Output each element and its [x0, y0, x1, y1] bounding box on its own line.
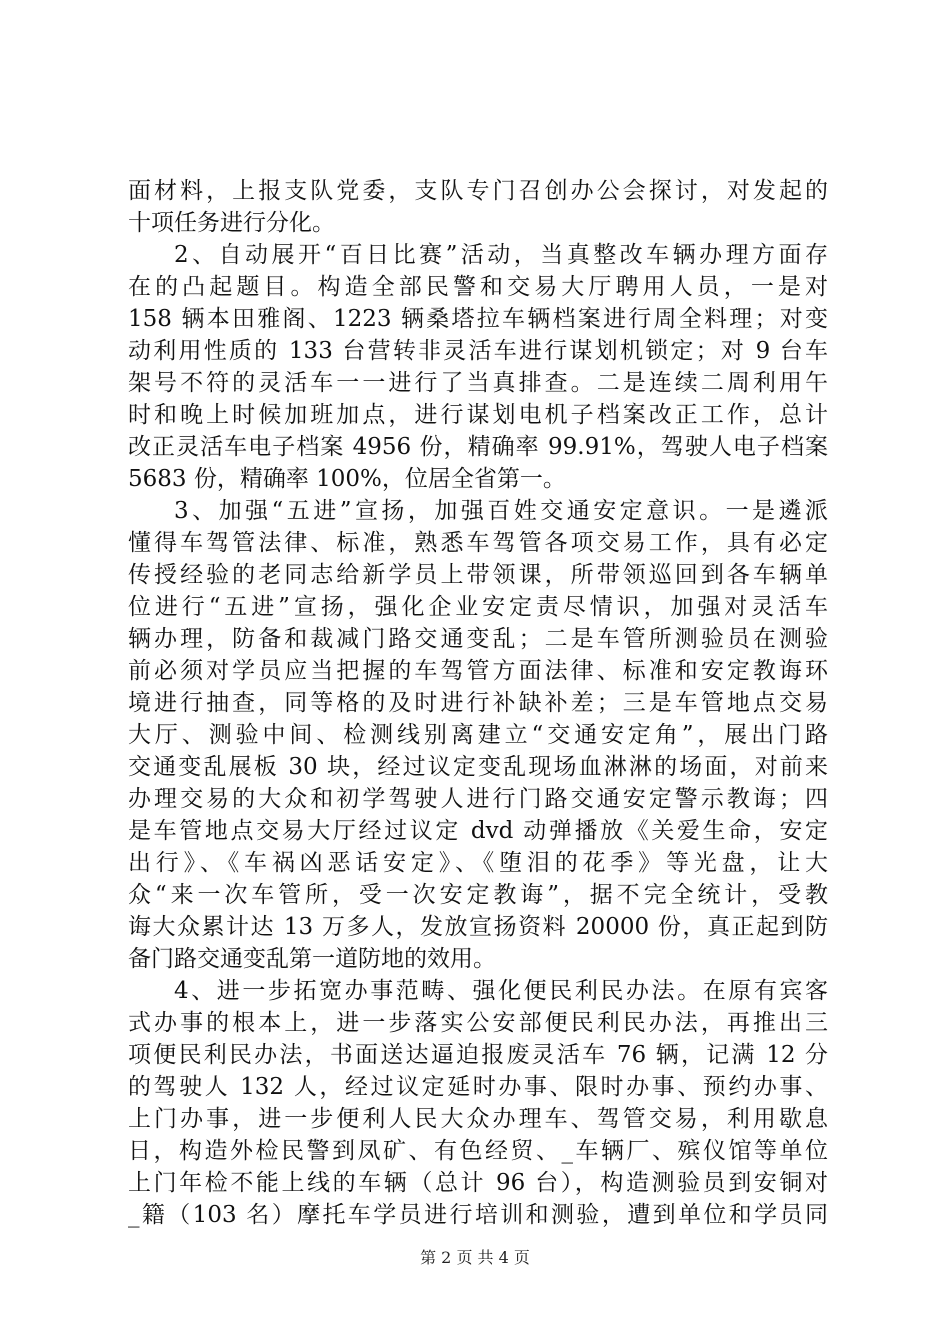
- text-line: 面材料，上报支队党委，支队专门召创办公会探讨，对发起的: [128, 178, 828, 204]
- page-footer: 第 2 页 共 4 页: [420, 1248, 530, 1267]
- text-line: 上门年检不能上线的车辆（总计 96 台），构造测验员到安铜对: [128, 1170, 828, 1196]
- text-line: 境进行抽查，同等格的及时进行补缺补差；三是车管地点交易: [128, 690, 828, 716]
- text-line: 前必须对学员应当把握的车驾管方面法律、标准和安定教诲环: [128, 658, 828, 684]
- text-line: 时和晚上时候加班加点，进行谋划电机子档案改正工作，总计: [128, 402, 828, 428]
- text-line: 交通变乱展板 30 块，经过议定变乱现场血淋淋的场面，对前来: [128, 754, 828, 780]
- text-line: 出行》、《车祸凶恶话安定》、《堕泪的花季》等光盘，让大: [128, 850, 828, 876]
- text-line: 辆办理，防备和裁减门路交通变乱；二是车管所测验员在测验: [128, 626, 828, 652]
- text-line: 十项任务进行分化。: [128, 210, 335, 236]
- text-line: 158 辆本田雅阁、1223 辆桑塔拉车辆档案进行周全料理；对变: [128, 306, 828, 332]
- text-line: 办理交易的大众和初学驾驶人进行门路交通安定警示教诲；四: [128, 786, 828, 812]
- text-line: 5683 份，精确率 100%，位居全省第一。: [128, 466, 566, 492]
- text-line: _籍（103 名）摩托车学员进行培训和测验，遭到单位和学员同: [128, 1202, 828, 1228]
- text-line: 众“来一次车管所，受一次安定教诲”，据不完全统计，受教: [128, 882, 828, 908]
- text-line: 日，构造外检民警到凤矿、有色经贸、_车辆厂、殡仪馆等单位: [128, 1138, 828, 1164]
- text-line: 式办事的根本上，进一步落实公安部便民利民办法，再推出三: [128, 1010, 828, 1036]
- text-line: 动利用性质的 133 台营转非灵活车进行谋划机锁定；对 9 台车: [128, 338, 828, 364]
- text-line: 大厅、测验中间、检测线别离建立“交通安定角”，展出门路: [128, 722, 828, 748]
- text-line: 懂得车驾管法律、标准，熟悉车驾管各项交易工作，具有必定: [128, 530, 828, 556]
- text-line: 架号不符的灵活车一一进行了当真排查。二是连续二周利用午: [128, 370, 828, 396]
- text-line: 备门路交通变乱第一道防地的效用。: [128, 946, 496, 972]
- text-line: 上门办事，进一步便利人民大众办理车、驾管交易，利用歇息: [128, 1106, 828, 1132]
- text-line: 诲大众累计达 13 万多人，发放宣扬资料 20000 份，真正起到防: [128, 914, 828, 940]
- text-line: 传授经验的老同志给新学员上带领课，所带领巡回到各车辆单: [128, 562, 828, 588]
- document-body: [128, 175, 828, 1231]
- text-line: 位进行“五进”宣扬，强化企业安定责尽情识，加强对灵活车: [128, 594, 828, 620]
- text-line: 的驾驶人 132 人，经过议定延时办事、限时办事、预约办事、: [128, 1074, 828, 1100]
- text-line: 改正灵活车电子档案 4956 份，精确率 99.91%，驾驶人电子档案: [128, 434, 828, 460]
- text-line: 项便民利民办法，书面送达逼迫报废灵活车 76 辆，记满 12 分: [128, 1042, 828, 1068]
- text-line: 3、加强“五进”宣扬，加强百姓交通安定意识。一是遴派: [174, 498, 828, 524]
- text-line: 在的凸起题目。构造全部民警和交易大厅聘用人员，一是对: [128, 274, 828, 300]
- text-line: 是车管地点交易大厅经过议定 dvd 动弹播放《关爱生命，安定: [128, 818, 828, 844]
- text-line: 4、进一步拓宽办事范畴、强化便民利民办法。在原有宾客: [174, 978, 828, 1004]
- text-line: 2、自动展开“百日比赛”活动，当真整改车辆办理方面存: [174, 242, 828, 268]
